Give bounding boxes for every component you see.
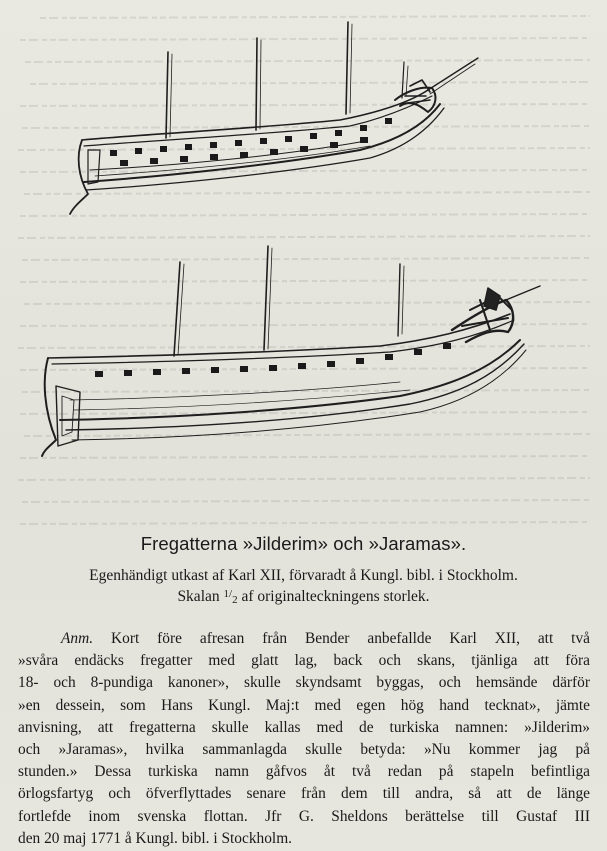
frigate-sketch-upper	[70, 22, 478, 214]
annotation-line-3: 18- och 8-pundiga kanoner», skulle skyndsamt byggas, och hemsände därför	[18, 674, 590, 692]
caption-title: Fregatterna »Jilderim» och »Jaramas».	[140, 533, 467, 554]
annotation-line-1	[18, 628, 590, 650]
annotation-line-6: och »Jaramas», hvilka sammanlagda skulle betyda: »Nu kommer jag på	[18, 741, 590, 759]
annotation-line-10: den 20 maj 1771 å Kungl. bibl. i Stockholm.	[18, 829, 293, 847]
annotation-line-9: fortlefde inom svenska flottan. Jfr G. Sheldons berättelse till Gustaf III	[18, 807, 590, 825]
caption-scale-line	[0, 588, 607, 606]
caption-source-line: Egenhändigt utkast af Karl XII, förvaradt å Kungl. bibl. i Stockholm.	[89, 567, 518, 584]
annotation-line-2: »svåra endäcks fregatter med glatt lag, back och skans, tjänliga att föra	[18, 652, 590, 670]
scale-separator: /	[229, 588, 233, 600]
scale-denominator: 2	[232, 594, 238, 606]
caption-scale-prefix: Skalan	[177, 588, 220, 605]
annotation-line-4: »en dessein, som Hans Kungl. Maj:t med egen hög hand tecknat», jämte	[18, 696, 590, 714]
annotation-paragraph	[18, 628, 590, 850]
annotation-line-8: örlogsfartyg och öfverflyttades senare från dem till andra, så att de länge	[18, 785, 590, 803]
annotation-line-1-text: Kort före afresan från Bender anbefallde Karl XII, att två	[111, 630, 590, 647]
annotation-line-5: anvisning, att fregatterna skulle kallas med de turkiska namnen: »Jilderim»	[18, 718, 590, 736]
annotation-line-7: stunden.» Dessa turkiska namn gåfvos åt två redan på stapeln befintliga	[18, 763, 590, 781]
caption-scale-suffix: af originalteckningens storlek.	[241, 588, 430, 605]
scale-fraction	[223, 588, 238, 606]
scale-numerator: 1	[223, 588, 229, 600]
annotation-label: Anm.	[61, 630, 94, 647]
frigate-sketch-lower	[42, 246, 540, 456]
